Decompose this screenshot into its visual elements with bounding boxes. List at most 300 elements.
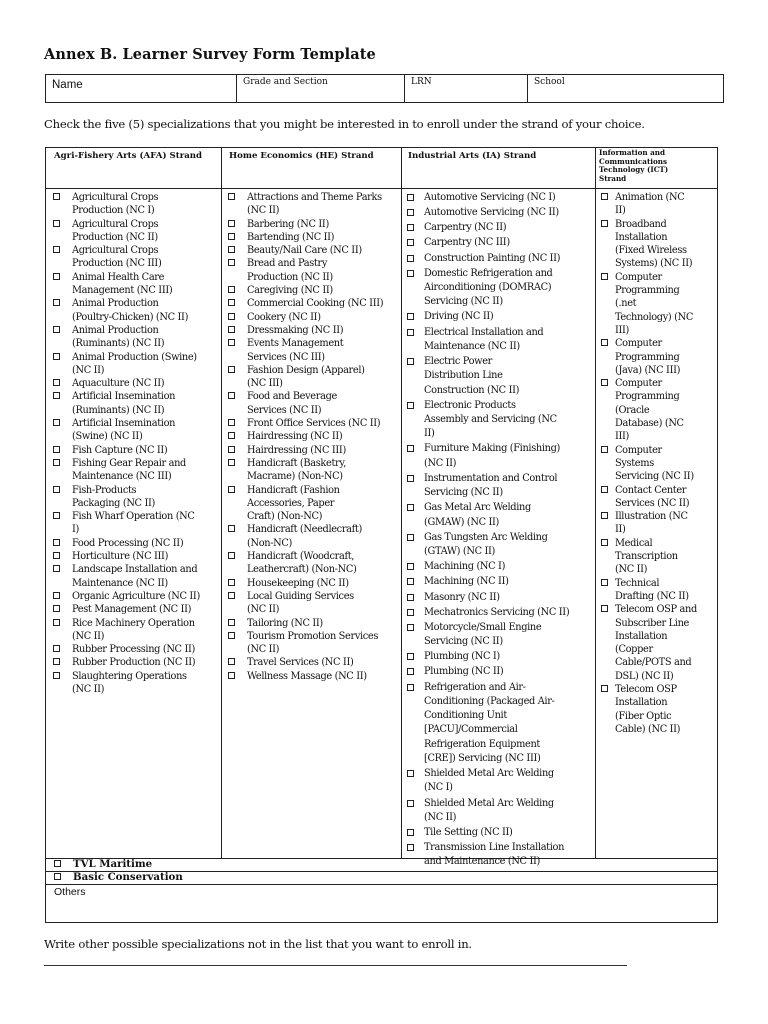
specialization-label: (NC II) — [72, 630, 105, 642]
specialization-option[interactable] — [401, 206, 595, 220]
specialization-option[interactable] — [401, 501, 595, 530]
specialization-label: Systems — [615, 457, 654, 469]
checkbox[interactable] — [53, 273, 60, 280]
checkbox[interactable] — [53, 379, 60, 386]
specialization-label: Electronic Products — [424, 399, 516, 411]
checkbox[interactable] — [407, 563, 414, 570]
specialization-label: (Non-NC) — [247, 537, 293, 549]
specialization-option[interactable] — [221, 364, 401, 391]
specialization-option[interactable] — [221, 670, 401, 683]
checkbox[interactable] — [54, 873, 61, 880]
specialization-label: Electric Power — [424, 356, 492, 368]
specialization-label: Macrame) (Non-NC) — [247, 471, 343, 483]
specialization-option[interactable] — [221, 577, 401, 590]
checkbox[interactable] — [53, 220, 60, 227]
checkbox[interactable] — [228, 326, 235, 333]
specialization-option[interactable] — [595, 537, 719, 577]
checkbox[interactable] — [601, 579, 608, 586]
checkbox[interactable] — [228, 233, 235, 240]
checkbox[interactable] — [228, 286, 235, 293]
specialization-option[interactable] — [46, 417, 221, 444]
specialization-label: Conditioning Unit — [424, 710, 507, 722]
specialization-option[interactable] — [46, 537, 221, 550]
checkbox[interactable] — [407, 844, 414, 851]
lrn-field[interactable]: LRN — [405, 75, 528, 103]
specialization-option[interactable] — [221, 311, 401, 324]
school-field[interactable]: School — [528, 75, 724, 103]
specialization-label: Production (NC I) — [72, 205, 155, 217]
checkbox[interactable] — [53, 446, 60, 453]
specialization-option[interactable] — [46, 510, 221, 537]
specialization-option[interactable] — [221, 550, 401, 577]
specialization-option[interactable] — [46, 457, 221, 484]
specialization-label: Automotive Servicing (NC II) — [424, 207, 559, 219]
checkbox[interactable] — [407, 329, 414, 336]
ia-column — [401, 191, 595, 871]
specialization-label: (GTAW) (NC II) — [424, 546, 495, 558]
specialization-option[interactable] — [46, 390, 221, 417]
specialization-option[interactable] — [595, 218, 719, 271]
checkbox[interactable] — [407, 594, 414, 601]
specialization-label: III) — [615, 324, 630, 336]
specialization-option[interactable] — [401, 310, 595, 324]
specialization-option[interactable] — [46, 603, 221, 616]
specialization-label: Motorcycle/Small Engine — [424, 621, 542, 633]
specialization-option[interactable] — [221, 324, 401, 337]
specialization-option[interactable] — [401, 267, 595, 310]
specialization-label: Servicing (NC II) — [615, 471, 694, 483]
tvl-maritime-label: TVL Maritime — [73, 858, 153, 870]
specialization-label: Broadband — [615, 218, 667, 230]
checkbox[interactable] — [53, 552, 60, 559]
specialization-label: Attractions and Theme Parks — [247, 192, 382, 203]
specialization-label: (Poultry-Chicken) (NC II) — [72, 311, 189, 323]
checkbox[interactable] — [228, 366, 235, 373]
specialization-option[interactable] — [221, 337, 401, 364]
specialization-option[interactable] — [46, 218, 221, 245]
specialization-label: Slaughtering Operations — [72, 670, 187, 682]
checkbox[interactable] — [601, 446, 608, 453]
checkbox[interactable] — [407, 239, 414, 246]
specialization-option[interactable] — [221, 590, 401, 617]
specialization-option[interactable] — [46, 643, 221, 656]
page-title: Annex B. Learner Survey Form Template — [44, 46, 376, 63]
specialization-label: Telecom OSP — [615, 683, 677, 695]
checkbox[interactable] — [53, 565, 60, 572]
specialization-grid — [45, 147, 718, 923]
specialization-option[interactable] — [401, 826, 595, 840]
checkbox[interactable] — [53, 539, 60, 546]
checkbox[interactable] — [53, 512, 60, 519]
specialization-option[interactable] — [46, 297, 221, 324]
specialization-label: Aquaculture (NC II) — [72, 378, 165, 390]
specialization-label: Distribution Line — [424, 370, 503, 382]
checkbox[interactable] — [228, 299, 235, 306]
specialization-label: Carpentry (NC II) — [424, 222, 507, 234]
specialization-label: (Java) (NC III) — [615, 364, 681, 376]
specialization-option[interactable] — [221, 630, 401, 657]
specialization-label: Rubber Processing (NC II) — [72, 644, 195, 656]
checkbox[interactable] — [54, 860, 61, 867]
specialization-option[interactable] — [46, 590, 221, 603]
specialization-label: (NC II) — [424, 457, 457, 469]
ict-header-line: Communications — [599, 156, 668, 166]
specialization-label: Production (NC II) — [72, 231, 158, 243]
specialization-option[interactable] — [221, 218, 401, 231]
specialization-label: Gas Tungsten Arc Welding — [424, 531, 548, 543]
checkbox[interactable] — [228, 259, 235, 266]
specialization-option[interactable] — [401, 472, 595, 501]
specialization-option[interactable] — [401, 797, 595, 826]
specialization-label: Carpentry (NC III) — [424, 237, 510, 249]
specialization-option[interactable] — [221, 191, 401, 218]
specialization-option[interactable] — [221, 297, 401, 310]
specialization-label: Handicraft (Fashion — [247, 484, 340, 496]
specialization-label: Commercial Cooking (NC III) — [247, 298, 384, 310]
checkbox[interactable] — [228, 592, 235, 599]
checkbox[interactable] — [53, 419, 60, 426]
checkbox[interactable] — [407, 829, 414, 836]
specialization-option[interactable] — [401, 681, 595, 767]
specialization-option[interactable] — [401, 665, 595, 679]
ict-header-line: Technology (ICT) — [599, 165, 669, 174]
specialization-label: Database) (NC — [615, 418, 684, 430]
checkbox[interactable] — [601, 273, 608, 280]
checkbox[interactable] — [407, 684, 414, 691]
specialization-option[interactable] — [46, 617, 221, 644]
specialization-label: Cookery (NC II) — [247, 311, 321, 323]
checkbox[interactable] — [53, 619, 60, 626]
specialization-label: Programming — [615, 285, 680, 297]
specialization-label: (NC II) — [247, 205, 280, 217]
checkbox[interactable] — [228, 632, 235, 639]
afa-header: Agri-Fishery Arts (AFA) Strand — [54, 151, 203, 161]
checkbox[interactable] — [53, 193, 60, 200]
specialization-label: Horticulture (NC III) — [72, 551, 169, 563]
checkbox[interactable] — [407, 224, 414, 231]
name-field[interactable]: Name — [46, 75, 237, 103]
specialization-label: Housekeeping (NC II) — [247, 577, 349, 589]
checkbox[interactable] — [228, 432, 235, 439]
checkbox[interactable] — [228, 552, 235, 559]
checkbox[interactable] — [53, 246, 60, 253]
checkbox[interactable] — [407, 313, 414, 320]
specialization-label: Installation — [615, 630, 668, 642]
specialization-option[interactable] — [401, 575, 595, 589]
specialization-option[interactable] — [46, 656, 221, 669]
specialization-label: Wellness Massage (NC II) — [247, 670, 367, 682]
grade-section-field[interactable]: Grade and Section — [237, 75, 405, 103]
basic-conservation-row[interactable] — [46, 871, 717, 883]
specialization-label: Management (NC III) — [72, 285, 173, 297]
checkbox[interactable] — [407, 578, 414, 585]
specialization-label: [CRE]) Servicing (NC III) — [424, 753, 541, 764]
checkbox[interactable] — [228, 193, 235, 200]
checkbox[interactable] — [228, 459, 235, 466]
checkbox[interactable] — [53, 605, 60, 612]
specialization-option[interactable] — [401, 399, 595, 442]
specialization-option[interactable] — [221, 257, 401, 284]
specialization-label: Cable/POTS and — [615, 657, 692, 669]
specialization-label: Production (NC III) — [72, 258, 162, 270]
specialization-option[interactable] — [401, 355, 595, 398]
specialization-option[interactable] — [595, 484, 719, 511]
specialization-label: Hairdressing (NC III) — [247, 444, 346, 456]
specialization-option[interactable] — [401, 560, 595, 574]
write-in-line[interactable] — [44, 965, 627, 966]
checkbox[interactable] — [601, 486, 608, 493]
specialization-option[interactable] — [595, 337, 719, 377]
checkbox[interactable] — [53, 672, 60, 679]
checkbox[interactable] — [407, 609, 414, 616]
specialization-label: Programming — [615, 351, 680, 363]
specialization-label: (NC II) — [424, 811, 457, 823]
specialization-option[interactable] — [401, 191, 595, 205]
specialization-label: Contact Center — [615, 484, 687, 496]
specialization-option[interactable] — [221, 457, 401, 484]
checkbox[interactable] — [228, 619, 235, 626]
specialization-option[interactable] — [401, 650, 595, 664]
checkbox[interactable] — [601, 379, 608, 386]
specialization-label: Animal Production (Swine) — [72, 351, 197, 363]
specialization-label: Beauty/Nail Care (NC II) — [247, 245, 362, 257]
checkbox[interactable] — [407, 209, 414, 216]
checkbox[interactable] — [228, 419, 235, 426]
specialization-label: Plumbing (NC I) — [424, 651, 500, 663]
specialization-option[interactable] — [221, 617, 401, 630]
specialization-option[interactable] — [221, 656, 401, 669]
specialization-label: Travel Services (NC II) — [247, 657, 354, 669]
checkbox[interactable] — [407, 770, 414, 777]
specialization-label: Craft) (Non-NC) — [247, 511, 323, 523]
specialization-label: Bartending (NC II) — [247, 231, 335, 243]
checkbox[interactable] — [53, 353, 60, 360]
specialization-option[interactable] — [46, 377, 221, 390]
specialization-option[interactable] — [401, 606, 595, 620]
specialization-option[interactable] — [221, 244, 401, 257]
specialization-label: Shielded Metal Arc Welding — [424, 797, 554, 809]
checkbox[interactable] — [53, 459, 60, 466]
specialization-option[interactable] — [46, 670, 221, 697]
specialization-label: Artificial Insemination — [72, 418, 176, 430]
he-header: Home Economics (HE) Strand — [229, 151, 374, 161]
specialization-option[interactable] — [221, 444, 401, 457]
specialization-label: Fish Wharf Operation (NC — [72, 511, 195, 523]
checkbox[interactable] — [407, 534, 414, 541]
checkbox[interactable] — [407, 475, 414, 482]
checkbox[interactable] — [228, 525, 235, 532]
checkbox[interactable] — [601, 539, 608, 546]
specialization-label: (.net — [615, 298, 637, 310]
specialization-label: and Maintenance (NC II) — [424, 856, 540, 868]
specialization-option[interactable] — [46, 484, 221, 511]
specialization-option[interactable] — [595, 577, 719, 604]
checkbox[interactable] — [228, 313, 235, 320]
specialization-label: Computer — [615, 271, 662, 283]
checkbox[interactable] — [407, 668, 414, 675]
specialization-option[interactable] — [221, 417, 401, 430]
specialization-option[interactable] — [595, 377, 719, 443]
specialization-label: Fish-Products — [72, 484, 137, 496]
specialization-option[interactable] — [46, 563, 221, 590]
checkbox[interactable] — [228, 220, 235, 227]
specialization-option[interactable] — [401, 236, 595, 250]
checkbox[interactable] — [53, 299, 60, 306]
checkbox[interactable] — [53, 592, 60, 599]
specialization-label: Fishing Gear Repair and — [72, 457, 186, 469]
checkbox[interactable] — [407, 624, 414, 631]
checkbox[interactable] — [228, 658, 235, 665]
specialization-label: Food Processing (NC II) — [72, 537, 184, 549]
checkbox[interactable] — [407, 402, 414, 409]
specialization-label: Technology) (NC — [615, 311, 693, 323]
specialization-option[interactable] — [401, 531, 595, 560]
specialization-option[interactable] — [595, 603, 719, 683]
specialization-option[interactable] — [401, 252, 595, 266]
specialization-label: Conditioning (Packaged Air- — [424, 695, 555, 707]
specialization-label: (NC II) — [247, 604, 280, 616]
checkbox[interactable] — [601, 339, 608, 346]
specialization-label: (Ruminants) (NC II) — [72, 338, 165, 350]
specialization-label: Tile Setting (NC II) — [424, 827, 513, 839]
specialization-option[interactable] — [46, 271, 221, 298]
specialization-label: Drafting (NC II) — [615, 590, 689, 602]
specialization-label: Furniture Making (Finishing) — [424, 443, 560, 455]
specialization-option[interactable] — [46, 351, 221, 378]
specialization-label: Telecom OSP and — [615, 604, 697, 616]
checkbox[interactable] — [407, 194, 414, 201]
specialization-label: Refrigeration Equipment — [424, 738, 541, 750]
ict-header-line: Information and — [599, 148, 666, 157]
learner-info-table — [45, 74, 724, 103]
specialization-option[interactable] — [46, 550, 221, 563]
checkbox[interactable] — [601, 512, 608, 519]
specialization-label: Tailoring (NC II) — [247, 617, 323, 629]
checkbox[interactable] — [407, 653, 414, 660]
specialization-option[interactable] — [401, 591, 595, 605]
specialization-label: Animal Health Care — [72, 271, 165, 283]
specialization-option[interactable] — [46, 444, 221, 457]
specialization-label: [PACU]/Commercial — [424, 724, 518, 736]
specialization-label: Driving (NC II) — [424, 311, 494, 323]
specialization-label: (Copper — [615, 644, 653, 656]
specialization-option[interactable] — [46, 191, 221, 218]
specialization-label: (NC III) — [247, 378, 283, 390]
specialization-label: Services (NC II) — [615, 497, 690, 509]
checkbox[interactable] — [228, 579, 235, 586]
specialization-label: (Fixed Wireless — [615, 245, 687, 257]
others-field[interactable]: Others — [54, 886, 86, 898]
specialization-option[interactable] — [46, 324, 221, 351]
specialization-label: Construction (NC II) — [424, 384, 520, 396]
specialization-label: Leathercraft) (Non-NC) — [247, 564, 357, 576]
specialization-option[interactable] — [595, 510, 719, 537]
specialization-label: Landscape Installation and — [72, 564, 198, 576]
specialization-option[interactable] — [401, 621, 595, 650]
tvl-maritime-row[interactable] — [46, 858, 717, 870]
specialization-option[interactable] — [595, 191, 719, 218]
checkbox[interactable] — [407, 445, 414, 452]
specialization-label: Tourism Promotion Services — [247, 630, 379, 642]
specialization-option[interactable] — [595, 444, 719, 484]
ict-header — [599, 149, 668, 183]
specialization-option[interactable] — [401, 767, 595, 796]
specialization-option[interactable] — [221, 390, 401, 417]
specialization-label: Accessories, Paper — [247, 497, 335, 509]
specialization-label: Machining (NC II) — [424, 576, 509, 588]
checkbox[interactable] — [53, 658, 60, 665]
specialization-option[interactable] — [401, 442, 595, 471]
checkbox[interactable] — [228, 246, 235, 253]
checkbox[interactable] — [228, 446, 235, 453]
specialization-label: (Ruminants) (NC II) — [72, 404, 165, 416]
checkbox[interactable] — [53, 326, 60, 333]
specialization-option[interactable] — [221, 231, 401, 244]
checkbox[interactable] — [601, 605, 608, 612]
specialization-label: Rice Machinery Operation — [72, 617, 195, 629]
checkbox[interactable] — [407, 255, 414, 262]
specialization-option[interactable] — [221, 430, 401, 443]
checkbox[interactable] — [53, 392, 60, 399]
checkbox[interactable] — [601, 220, 608, 227]
specialization-label: Transmission Line Installation — [424, 842, 565, 854]
specialization-label: Handicraft (Needlecraft) — [247, 524, 362, 536]
checkbox[interactable] — [601, 193, 608, 200]
specialization-label: Fashion Design (Apparel) — [247, 364, 365, 376]
specialization-option[interactable] — [595, 683, 719, 736]
specialization-label: Dressmaking (NC II) — [247, 324, 344, 336]
checkbox[interactable] — [407, 270, 414, 277]
specialization-label: Programming — [615, 391, 680, 403]
specialization-option[interactable] — [46, 244, 221, 271]
specialization-option[interactable] — [401, 221, 595, 235]
specialization-label: Machining (NC I) — [424, 561, 506, 573]
ict-header-line: Strand — [599, 173, 627, 183]
specialization-option[interactable] — [401, 326, 595, 355]
checkbox[interactable] — [53, 486, 60, 493]
specialization-label: Maintenance (NC II) — [424, 340, 520, 352]
checkbox[interactable] — [228, 486, 235, 493]
checkbox[interactable] — [407, 800, 414, 807]
specialization-label: Maintenance (NC III) — [72, 471, 172, 483]
checkbox[interactable] — [228, 339, 235, 346]
specialization-label: Instrumentation and Control — [424, 472, 558, 484]
specialization-label: Fish Capture (NC II) — [72, 444, 168, 456]
specialization-option[interactable] — [221, 523, 401, 550]
specialization-label: Bread and Pastry — [247, 258, 328, 270]
checkbox[interactable] — [407, 358, 414, 365]
specialization-label: Agricultural Crops — [72, 245, 159, 257]
specialization-option[interactable] — [221, 284, 401, 297]
specialization-option[interactable] — [221, 484, 401, 524]
specialization-label: Agricultural Crops — [72, 218, 159, 230]
specialization-label: Local Guiding Services — [247, 590, 354, 602]
checkbox[interactable] — [228, 392, 235, 399]
specialization-label: II) — [615, 205, 626, 217]
specialization-label: Computer — [615, 338, 662, 350]
checkbox[interactable] — [53, 645, 60, 652]
specialization-label: Construction Painting (NC II) — [424, 252, 561, 264]
specialization-label: DSL) (NC II) — [615, 670, 674, 682]
specialization-label: Animal Production — [72, 298, 159, 310]
specialization-label: Mechatronics Servicing (NC II) — [424, 606, 570, 618]
checkbox[interactable] — [228, 672, 235, 679]
specialization-option[interactable] — [595, 271, 719, 337]
specialization-label: Maintenance (NC II) — [72, 577, 168, 589]
checkbox[interactable] — [601, 685, 608, 692]
specialization-label: (NC II) — [247, 644, 280, 656]
checkbox[interactable] — [407, 504, 414, 511]
